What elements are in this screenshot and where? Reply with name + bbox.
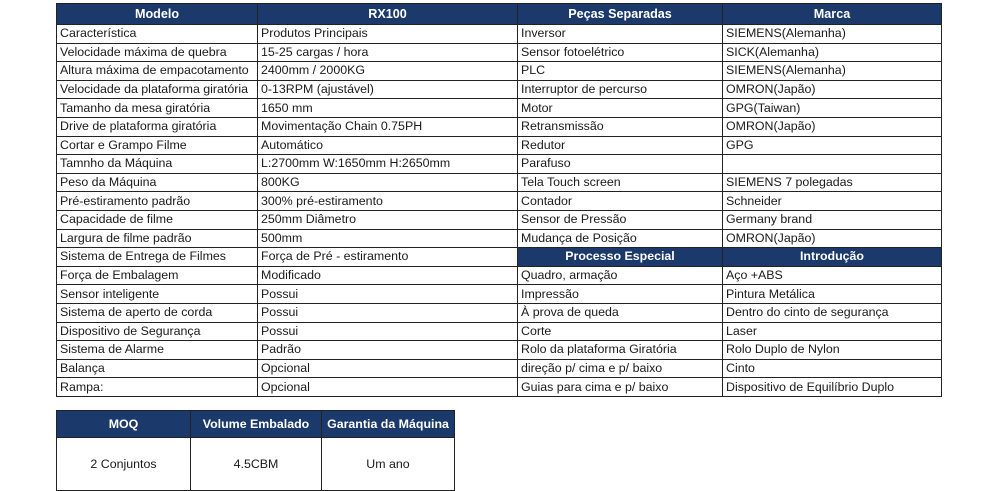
spec-cell: Tamnho da Máquina bbox=[57, 155, 258, 174]
spec-cell: Automático bbox=[258, 136, 518, 155]
volume-value: 4.5CBM bbox=[191, 438, 322, 491]
moq-header: MOQ bbox=[57, 411, 191, 438]
spec-cell: Laser bbox=[723, 322, 942, 341]
spec-row bbox=[57, 43, 942, 62]
spec-cell: Balança bbox=[57, 359, 258, 378]
spec-cell: 2400mm / 2000KG bbox=[258, 62, 518, 81]
spec-row bbox=[57, 62, 942, 81]
spec-cell: L:2700mm W:1650mm H:2650mm bbox=[258, 155, 518, 174]
spec-row bbox=[57, 99, 942, 118]
spec-cell: Motor bbox=[518, 99, 723, 118]
spec-cell: direção p/ cima e p/ baixo bbox=[518, 359, 723, 378]
spec-cell: Sensor fotoelétrico bbox=[518, 43, 723, 62]
warranty-header: Garantia da Máquina bbox=[322, 411, 455, 438]
spec-cell: Rampa: bbox=[57, 378, 258, 397]
spec-cell: GPG bbox=[723, 136, 942, 155]
spec-header-cell: Modelo bbox=[57, 4, 258, 25]
spec-row bbox=[57, 192, 942, 211]
spec-cell: Sistema de Alarme bbox=[57, 341, 258, 360]
spec-cell: OMRON(Japão) bbox=[723, 117, 942, 136]
spec-cell: 15-25 cargas / hora bbox=[258, 43, 518, 62]
moq-value-row bbox=[57, 438, 455, 491]
spec-row bbox=[57, 322, 942, 341]
spec-row bbox=[57, 155, 942, 174]
spec-cell: GPG(Taiwan) bbox=[723, 99, 942, 118]
spec-cell: Sensor inteligente bbox=[57, 285, 258, 304]
spec-cell: Guias para cima e p/ baixo bbox=[518, 378, 723, 397]
spec-cell: Sistema de Entrega de Filmes bbox=[57, 248, 258, 267]
spec-row bbox=[57, 266, 942, 285]
spec-row bbox=[57, 378, 942, 397]
spec-cell: Força de Embalagem bbox=[57, 266, 258, 285]
spec-cell: Contador bbox=[518, 192, 723, 211]
moq-value: 2 Conjuntos bbox=[57, 438, 191, 491]
spec-cell: À prova de queda bbox=[518, 303, 723, 322]
spec-row bbox=[57, 248, 942, 267]
spec-cell bbox=[723, 155, 942, 174]
spec-cell: Possui bbox=[258, 285, 518, 304]
spec-cell: Rolo da plataforma Giratória bbox=[518, 341, 723, 360]
volume-header: Volume Embalado bbox=[191, 411, 322, 438]
spec-cell: Tela Touch screen bbox=[518, 173, 723, 192]
spec-row bbox=[57, 210, 942, 229]
spec-row bbox=[57, 341, 942, 360]
spec-cell: Peso da Máquina bbox=[57, 173, 258, 192]
spec-cell: Cortar e Grampo Filme bbox=[57, 136, 258, 155]
spec-cell: Quadro, armação bbox=[518, 266, 723, 285]
spec-cell: Cinto bbox=[723, 359, 942, 378]
spec-header-cell: Peças Separadas bbox=[518, 4, 723, 25]
spec-cell: Parafuso bbox=[518, 155, 723, 174]
spec-cell: Impressão bbox=[518, 285, 723, 304]
spec-cell: Possui bbox=[258, 322, 518, 341]
spec-cell: Movimentação Chain 0.75PH bbox=[258, 117, 518, 136]
spec-row bbox=[57, 229, 942, 248]
spec-row bbox=[57, 136, 942, 155]
spec-cell: Opcional bbox=[258, 359, 518, 378]
spec-cell: Possui bbox=[258, 303, 518, 322]
spec-cell: 500mm bbox=[258, 229, 518, 248]
spec-table bbox=[56, 3, 942, 397]
spec-cell: 250mm Diâmetro bbox=[258, 210, 518, 229]
spec-cell: Tamanho da mesa giratória bbox=[57, 99, 258, 118]
spec-row bbox=[57, 359, 942, 378]
spec-cell: Sistema de aperto de corda bbox=[57, 303, 258, 322]
moq-header-row bbox=[57, 411, 455, 438]
spec-cell: Força de Pré - estiramento bbox=[258, 248, 518, 267]
spec-cell: OMRON(Japão) bbox=[723, 229, 942, 248]
spec-cell: Capacidade de filme bbox=[57, 210, 258, 229]
spec-header-row bbox=[57, 4, 942, 25]
spec-cell: Inversor bbox=[518, 25, 723, 44]
spec-cell: Processo Especial bbox=[518, 248, 723, 267]
spec-cell: Dispositivo de Equilíbrio Duplo bbox=[723, 378, 942, 397]
spec-cell: Opcional bbox=[258, 378, 518, 397]
spec-row bbox=[57, 117, 942, 136]
spec-cell: Germany brand bbox=[723, 210, 942, 229]
spec-cell: Corte bbox=[518, 322, 723, 341]
spec-cell: SIEMENS 7 polegadas bbox=[723, 173, 942, 192]
spec-cell: Modificado bbox=[258, 266, 518, 285]
spec-cell: Produtos Principais bbox=[258, 25, 518, 44]
spec-cell: Interruptor de percurso bbox=[518, 80, 723, 99]
spec-row bbox=[57, 80, 942, 99]
spec-cell: Altura máxima de empacotamento bbox=[57, 62, 258, 81]
spec-cell: Pré-estiramento padrão bbox=[57, 192, 258, 211]
spec-cell: SIEMENS(Alemanha) bbox=[723, 62, 942, 81]
spec-header-cell: Marca bbox=[723, 4, 942, 25]
spec-header-cell: RX100 bbox=[258, 4, 518, 25]
spec-cell: Redutor bbox=[518, 136, 723, 155]
spec-cell: OMRON(Japão) bbox=[723, 80, 942, 99]
spec-cell: Drive de plataforma giratória bbox=[57, 117, 258, 136]
spec-cell: Dispositivo de Segurança bbox=[57, 322, 258, 341]
spec-cell: 800KG bbox=[258, 173, 518, 192]
spec-cell: Pintura Metálica bbox=[723, 285, 942, 304]
spec-cell: 1650 mm bbox=[258, 99, 518, 118]
spec-cell: Retransmissão bbox=[518, 117, 723, 136]
warranty-value: Um ano bbox=[322, 438, 455, 491]
spec-cell: 300% pré-estiramento bbox=[258, 192, 518, 211]
spec-cell: Dentro do cinto de segurança bbox=[723, 303, 942, 322]
spec-row bbox=[57, 303, 942, 322]
spec-cell: PLC bbox=[518, 62, 723, 81]
spec-cell: Aço +ABS bbox=[723, 266, 942, 285]
spec-cell: Característica bbox=[57, 25, 258, 44]
spec-cell: Largura de filme padrão bbox=[57, 229, 258, 248]
spec-cell: Padrão bbox=[258, 341, 518, 360]
spec-cell: Introdução bbox=[723, 248, 942, 267]
spec-cell: Velocidade da plataforma giratória bbox=[57, 80, 258, 99]
spec-cell: Schneider bbox=[723, 192, 942, 211]
spec-cell: 0-13RPM (ajustável) bbox=[258, 80, 518, 99]
spec-row bbox=[57, 173, 942, 192]
spec-cell: Velocidade máxima de quebra bbox=[57, 43, 258, 62]
spec-row bbox=[57, 285, 942, 304]
spec-row bbox=[57, 25, 942, 44]
spec-cell: SICK(Alemanha) bbox=[723, 43, 942, 62]
spec-cell: Mudança de Posição bbox=[518, 229, 723, 248]
moq-table bbox=[56, 410, 455, 491]
spec-cell: SIEMENS(Alemanha) bbox=[723, 25, 942, 44]
spec-cell: Rolo Duplo de Nylon bbox=[723, 341, 942, 360]
spec-cell: Sensor de Pressão bbox=[518, 210, 723, 229]
